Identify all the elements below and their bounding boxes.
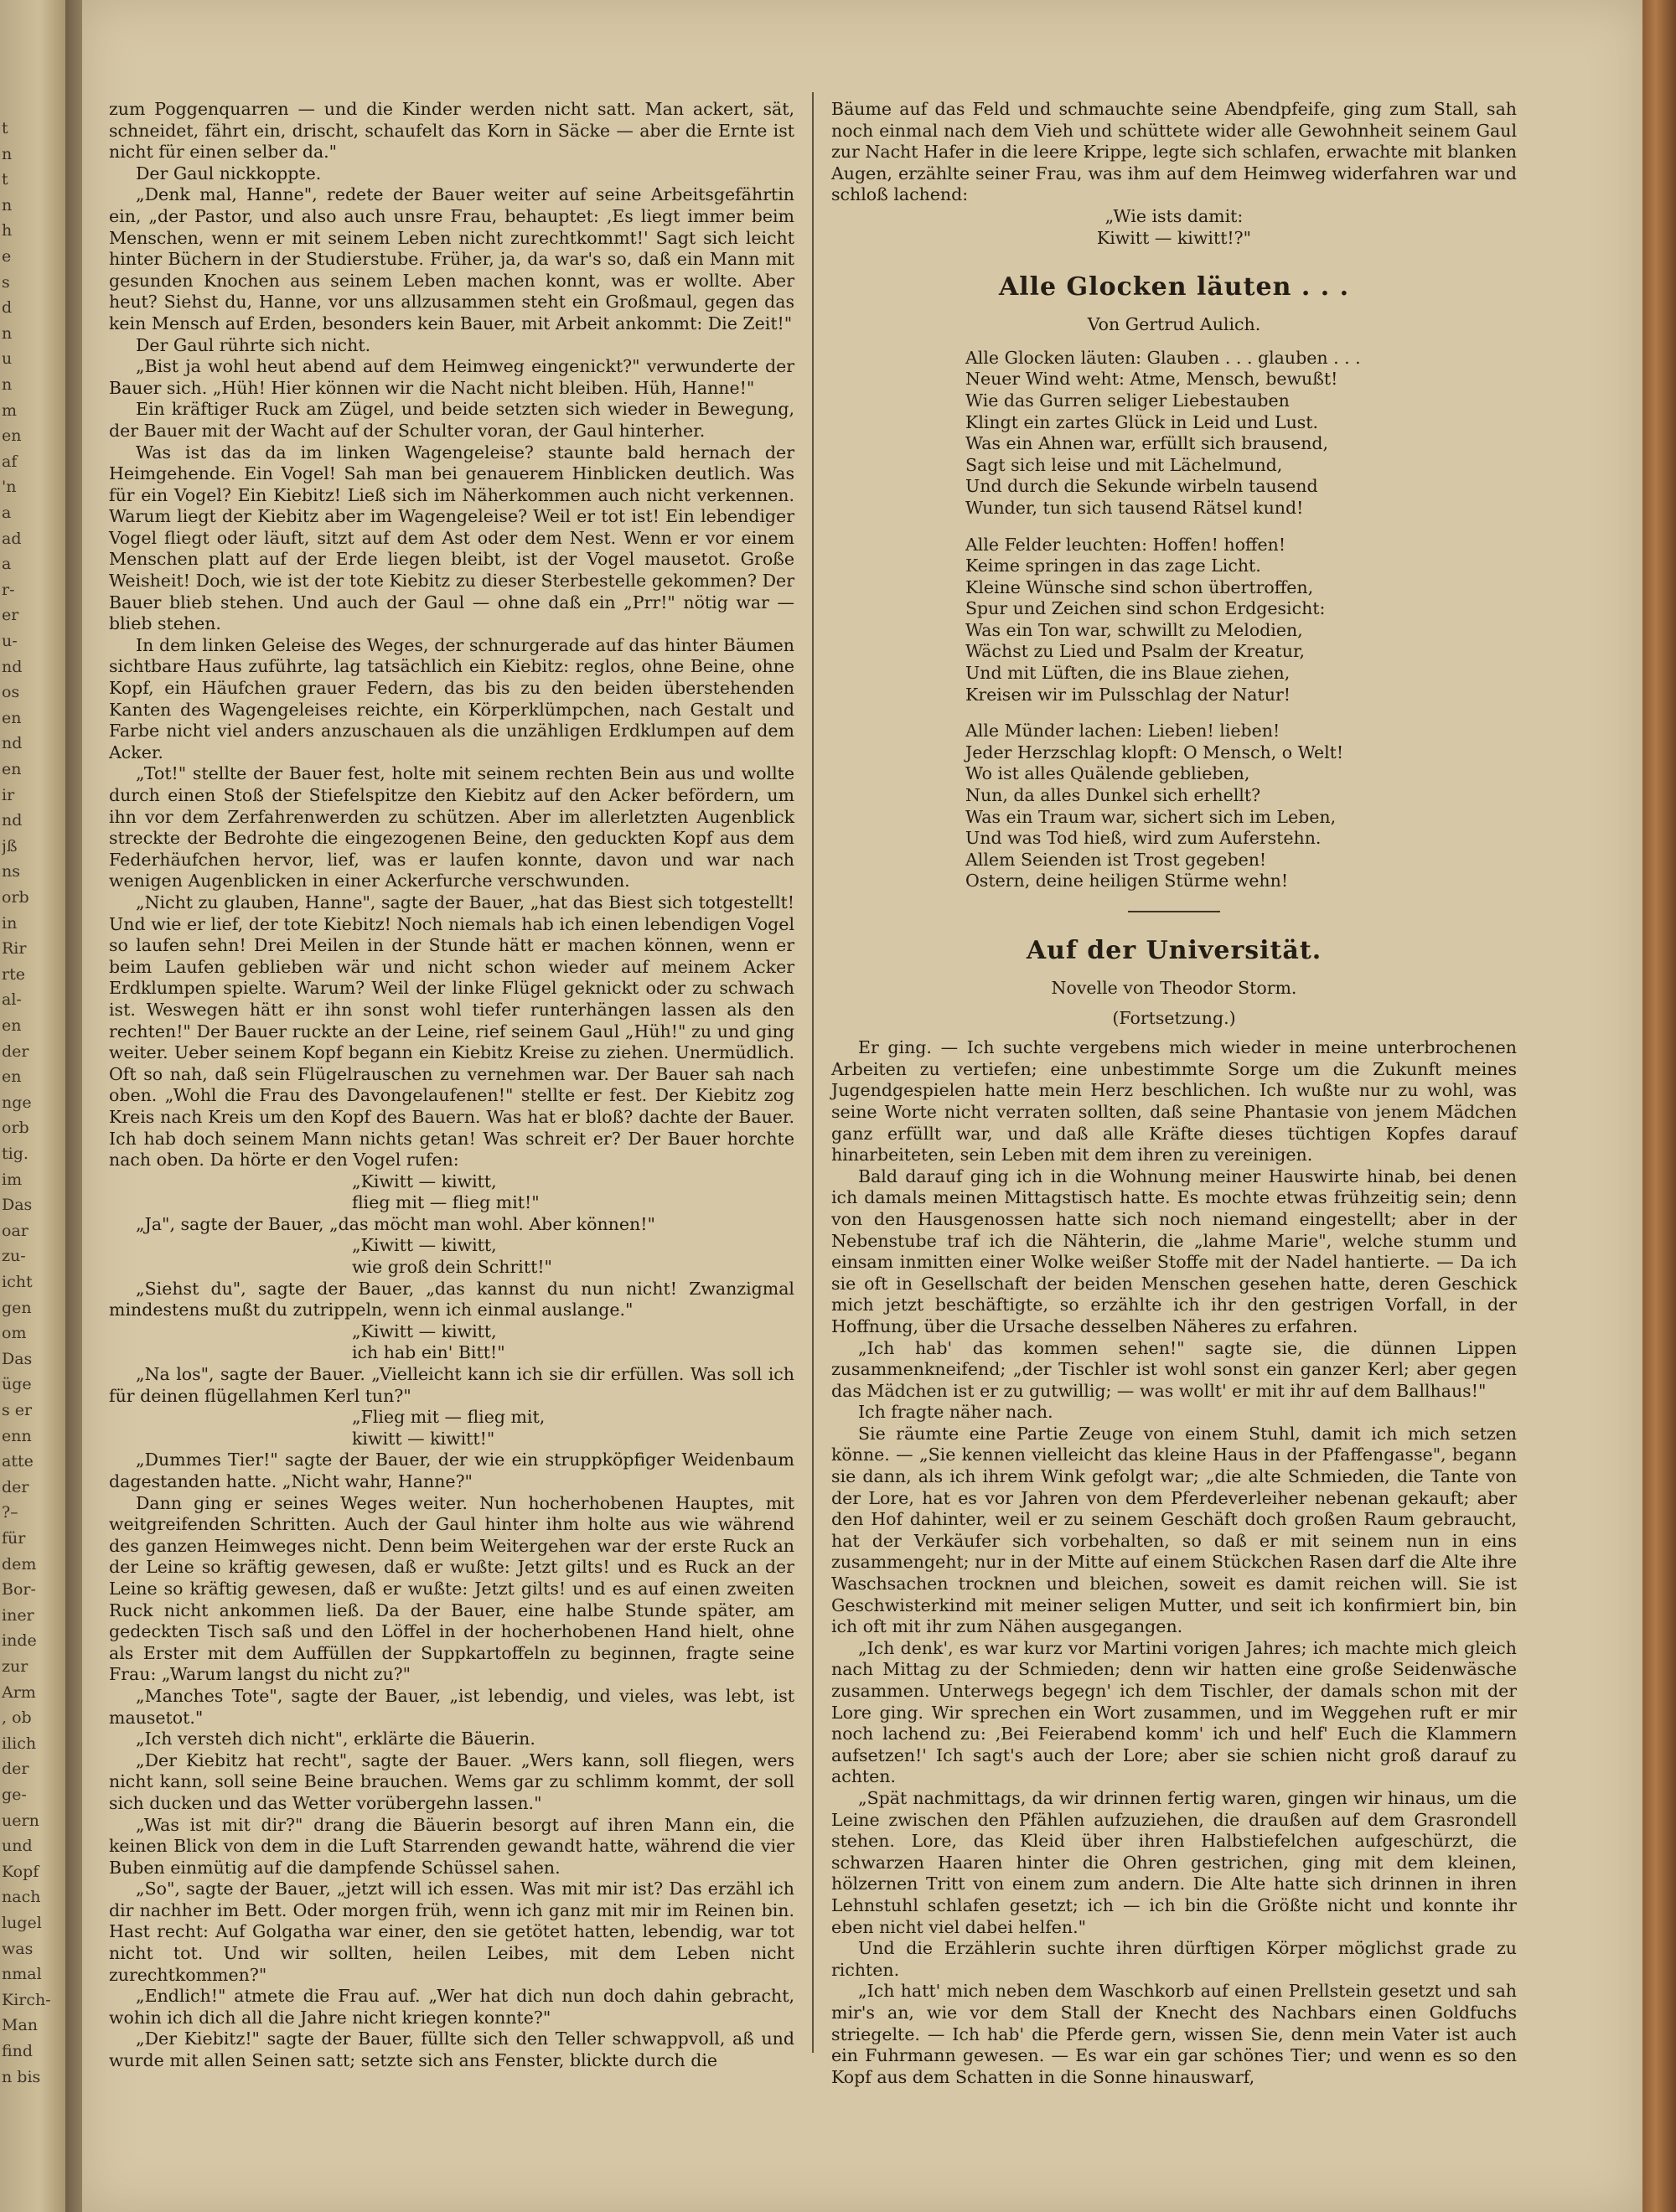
poem-title: Alle Glocken läuten . . . <box>998 272 1350 302</box>
margin-fragment: s <box>2 272 10 292</box>
margin-fragment: 'n <box>2 478 17 497</box>
paragraph: „Ich denk', es war kurz vor Martini vorigen Jahres; ich machte mich gleich nach Mittag zu der Schmieden; denn wir hatten eine große Seidenwäsche zusammen. Unterwegs begegn' ich dem Tischler, der damals schon mit der Lore ging. Wir sprechen ein Wort zusammen, und im Weggehen ruft er mir noch lachend zu: ‚Bei Feierabend komm' ich und helf' Euch die Klammern aufsetzen!' Ich sagt's auch der Lore; aber sie schien nicht groß darauf zu achten. <box>831 1637 1517 1787</box>
margin-fragment: e <box>2 247 12 266</box>
margin-fragment: orb <box>2 1119 29 1138</box>
poem-line: Wie das Gurren seliger Liebestauben <box>965 390 1290 411</box>
margin-fragment: Man <box>2 2016 39 2035</box>
margin-fragment: Das <box>2 1349 33 1368</box>
margin-fragment: ilich <box>2 1734 37 1753</box>
novella-byline: Novelle von Theodor Storm. <box>1051 978 1297 998</box>
paragraph: zum Poggenquarren — und die Kinder werden nicht satt. Man ackert, sät, schneidet, fährt ein, drischt, schaufelt das Korn in Säcke — aber die Ernte ist nicht für einen selber da." <box>109 99 794 163</box>
paragraph: „Der Kiebitz hat recht", sagte der Bauer. „Wers kann, soll fliegen, wers nicht kann, soll seine Beine brauchen. Wems gar zu schlimm kommt, der soll sich ducken und das Wetter vorübergehn lassen." <box>109 1749 794 1813</box>
margin-fragment: nge <box>2 1093 32 1112</box>
paragraph: In dem linken Geleise des Weges, der schnurgerade auf das hinter Bäumen sichtbare Haus zuführte, lag tatsächlich ein Kiebitz: reglos, ohne Beine, ohne Kopf, ein Häufchen grauer Federn, das bis zu den beiden überstehenden Kanten des Wagengeleises reichte, ein Körperklümpchen, nach Gestalt und Farbe nicht viel anders anzuschauen als die unzähligen Erdklumpen auf dem Acker. <box>109 634 794 762</box>
paragraph: „Ich versteh dich nicht", erklärte die Bäuerin. <box>136 1729 535 1749</box>
poem-line: Alle Felder leuchten: Hoffen! hoffen! <box>965 534 1286 555</box>
margin-fragment: zu- <box>2 1247 26 1266</box>
novella-title: Auf der Universität. <box>1026 936 1322 965</box>
margin-fragment: inde <box>2 1631 37 1651</box>
margin-fragment: n <box>2 375 13 394</box>
paragraph: „Endlich!" atmete die Frau auf. „Wer hat dich nun doch dahin gebracht, wohin ich dich all die Jahre nicht kriegen konnte?" <box>109 1986 794 2028</box>
poem-stanza <box>965 535 1517 706</box>
margin-fragment: en <box>2 426 22 446</box>
poem-line: Kreisen wir im Pulsschlag der Natur! <box>965 684 1291 705</box>
poem-line: Und was Tod hieß, wird zum Auferstehn. <box>965 828 1322 849</box>
poem-stanza <box>965 721 1517 892</box>
margin-fragment: nmal <box>2 1965 42 1984</box>
margin-fragment: , ob <box>2 1708 32 1728</box>
poem-line: Sagt sich leise und mit Lächelmund, <box>965 454 1283 475</box>
margin-fragment: om <box>2 1324 27 1343</box>
margin-fragment: Das <box>2 1196 33 1215</box>
margin-fragment: enn <box>2 1426 32 1445</box>
margin-fragment: r- <box>2 580 15 599</box>
section-rule <box>1128 911 1220 912</box>
margin-fragment: icht <box>2 1273 33 1291</box>
margin-fragment: Rir <box>2 939 27 959</box>
margin-fragment: er <box>2 606 19 625</box>
paragraph: „Ich hab' das kommen sehen!" sagte sie, die dünnen Lippen zusammenkneifend; „der Tischler ist wohl sonst ein ganzer Kerl; aber gegen das Mädchen ist er zu gutwillig; — was wollt' er mit ihr auf dem Ballhaus!" <box>831 1337 1517 1401</box>
paragraph: „Bist ja wohl heut abend auf dem Heimweg eingenickt?" verwunderte der Bauer sich. „Hüh! Hier können wir die Nacht nicht bleiben. Hüh, Hanne!" <box>109 356 794 398</box>
margin-fragment: os <box>2 683 20 702</box>
paragraph: „Ich hatt' mich neben dem Waschkorb auf einen Prellstein gesetzt und sah mir's an, wie vor dem Stall der Knecht des Nachbars einen Goldfuchs striegelte. — Ich hab' die Pferde gern, wissen Sie, denn mein Vater ist auch ein Fuhrmann gewesen. — Es war ein gar schönes Tier; und wenn es so den Kopf aus dem Schatten in die Sonne hinauswarf, <box>831 1981 1517 2087</box>
poem-line: Alle Münder lachen: Lieben! lieben! <box>965 721 1280 742</box>
poem-line: Keime springen in das zage Licht. <box>965 556 1261 576</box>
margin-fragment: nach <box>2 1888 41 1907</box>
margin-fragment: üge <box>2 1375 32 1394</box>
margin-fragment: af <box>2 452 18 471</box>
margin-fragment: nd <box>2 734 23 753</box>
margin-fragment: orb <box>2 888 29 907</box>
margin-fragment: a <box>2 504 12 522</box>
paragraph: „Denk mal, Hanne", redete der Bauer weiter auf seine Arbeitsgefährtin ein, „der Pastor, und also auch unsre Frau, behauptet: ‚Es liegt immer beim Menschen, wenn er mit seinem Leben nicht zurechtkommt!' Sagt sich leicht hinter Büchern in der Studierstube. Früher, ja, da war's so, daß ein Mann mit gesunden Knochen aus seinem Leben machen konnt, was er wollte. Aber heut? Siehst du, Hanne, vor uns allzusammen steht ein Großmaul, gegen das kein Mensch auf Erden, besonders kein Bauer, mit Arbeit ankommt: Die Zeit!" <box>109 184 794 333</box>
paragraph: „Manches Tote", sagte der Bauer, „ist lebendig, und vieles, was lebt, ist mausetot." <box>109 1685 794 1728</box>
poem-line: Allem Seienden ist Trost gegeben! <box>965 849 1267 870</box>
margin-fragment: en <box>2 760 22 778</box>
margin-fragment: ir <box>2 785 15 804</box>
verse-line: flieg mit — flieg mit!" <box>352 1192 540 1213</box>
margin-fragment: en <box>2 708 22 727</box>
verse-line: „Wie ists damit: <box>1104 205 1244 226</box>
paragraph: Bäume auf das Feld und schmauchte seine Abendpfeife, ging zum Stall, sah noch einmal nach dem Vieh und schüttete wider alle Gewohnheit seinem Gaul zur Nacht Hafer in die leere Krippe, legte sich schlafen, erwachte mit blanken Augen, erzählte seiner Frau, was ihm auf dem Heimweg widerfahren war und schloß lachend: <box>831 99 1517 205</box>
poem-line: Alle Glocken läuten: Glauben . . . glauben . . . <box>965 347 1361 368</box>
verse-line: kiwitt — kiwitt!" <box>352 1428 495 1449</box>
margin-fragment: oar <box>2 1221 28 1240</box>
margin-fragment: in <box>2 913 18 933</box>
margin-fragment: tig. <box>2 1145 28 1163</box>
margin-fragment: gen <box>2 1298 32 1317</box>
poem-line: Nun, da alles Dunkel sich erhellt? <box>965 785 1261 806</box>
paragraph: Der Gaul nickkoppte. <box>136 163 322 183</box>
poem-line: Jeder Herzschlag klopft: O Mensch, o Welt! <box>965 742 1344 762</box>
paragraph: „Na los", sagte der Bauer. „Vielleicht kann ich sie dir erfüllen. Was soll ich für deinen flügellahmen Kerl tun?" <box>109 1364 794 1406</box>
paragraph: „Nicht zu glauben, Hanne", sagte der Bauer, „hat das Biest sich totgestellt! Und wie er lief, der tote Kiebitz! Noch niemals hab ich einen lebendigen Vogel so laufen sehn! Drei Meilen in der Stunde hätt er machen können, wenn er beim Laufen geblieben wär und nicht schon wieder auf meinem Acker Erdklumpen spielte. Warum? Weil der linke Flügel geknickt oder zu schwach ist. Weswegen hätt er ihn sonst wohl tiefer runterhängen lassen als den rechten!" Der Bauer ruckte an der Leine, rief seinem Gaul „Hüh!" zu und ging weiter. Ueber seinem Kopf begann ein Kiebitz Kreise zu ziehen. Unermüdlich. Oft so nah, daß sein Flügelrauschen zu vernehmen war. Der Bauer sah nach oben. „Wohl die Frau des Davongelaufenen!" stellte er fest. Der Kiebitz zog Kreis nach Kreis um den Kopf des Bauern. Was hat er bloß? dachte der Bauer. Ich hab doch seinem Mann nichts getan! Was schreit er? Der Bauer horchte nach oben. Da hörte er den Vogel rufen: <box>109 892 794 1171</box>
margin-fragment: n <box>2 195 13 214</box>
margin-fragment: en <box>2 1016 22 1035</box>
margin-fragment: was <box>2 1939 34 1958</box>
book-gutter <box>65 0 82 2212</box>
paragraph: Bald darauf ging ich in die Wohnung meiner Hauswirte hinab, bei denen ich damals meinen Mittagstisch hatte. Es mochte etwas frühzeitig sein; denn von den Hausgenossen hatte sich noch niemand eingestellt; aber in der Nebenstube traf ich die Nähterin, die „lahme Marie", welche stumm und einsam inmitten einer Wolke weißer Stoffe mit der Nadel hantierte. — Da ich sie oft in Gesellschaft der beiden Menschen gesehen hatte, deren Geschick mich jetzt beschäftigte, so erzählte ich ihr den gestrigen Vorfall, in der Hoffnung, über die Ursache desselben Näheres zu erfahren. <box>831 1165 1517 1336</box>
paragraph: Er ging. — Ich suchte vergebens mich wieder in meine unterbrochenen Arbeiten zu vertiefen; eine unbestimmte Sorge um die Zukunft meines Jugendgespielen hatte mein Herz beschlichen. Ich wußte nur zu wohl, was seine Worte nicht verraten sollten, daß seine Phantasie von jenem Mädchen ganz erfüllt war, und daß alle Kräfte dieses tüchtigen Kopfes darauf hinarbeiteten, sein Leben mit dem ihren zu vereinigen. <box>831 1037 1517 1165</box>
margin-fragment: n <box>2 323 13 343</box>
paragraph: Ein kräftiger Ruck am Zügel, und beide setzten sich wieder in Bewegung, der Bauer mit der Wacht auf der Schulter voran, der Gaul hinterher. <box>109 399 794 441</box>
margin-fragment: a <box>2 555 12 574</box>
verse-line: ich hab ein' Bitt!" <box>352 1342 505 1363</box>
verse-line: „Kiwitt — kiwitt, <box>352 1235 497 1256</box>
margin-fragment: t <box>2 170 8 189</box>
margin-fragment: n <box>2 144 13 163</box>
poem-line: Was ein Ton war, schwillt zu Melodien, <box>965 619 1303 640</box>
paragraph: Dann ging er seines Weges weiter. Nun hocherhobenen Hauptes, mit weitgreifenden Schritten. Auch der Gaul hinter ihm holte aus wie während des ganzen Heimweges nicht. Denn beim Weitergehen war der erste Ruck an der Leine so kräftig gewesen, daß er wußte: Jetzt gilts! und es Ruck an der Leine so kräftig gewesen, daß er wußte: Jetzt gilts! und es auf einen zweiten Ruck nicht ankommen ließ. Da der Bauer, eine halbe Stunde später, am gedeckten Tisch saß und den Löffel in der hocherhobenen Hand hielt, ohne als Erster mit dem Auffüllen der Suppkartoffeln zu beginnen, fragte seine Frau: „Warum langst du nicht zu?" <box>109 1492 794 1685</box>
margin-fragment: und <box>2 1837 33 1856</box>
margin-fragment: al- <box>2 990 22 1010</box>
margin-fragment: iner <box>2 1605 34 1625</box>
poem-line: Spur und Zeichen sind schon Erdgesicht: <box>965 598 1326 619</box>
poem-line: Was ein Ahnen war, erfüllt sich brausend, <box>965 433 1329 454</box>
margin-fragment: Kirch- <box>2 1990 51 2009</box>
margin-fragment: d <box>2 298 13 318</box>
margin-fragment: der <box>2 1041 29 1061</box>
adjacent-page-strip <box>0 0 65 2212</box>
poem-line: Ostern, deine heiligen Stürme wehn! <box>965 871 1289 892</box>
margin-fragment: lugel <box>2 1914 42 1932</box>
margin-fragment: Bor- <box>2 1580 36 1600</box>
margin-fragment: en <box>2 1067 22 1087</box>
margin-fragment: atte <box>2 1452 34 1471</box>
poem-line: Neuer Wind weht: Atme, Mensch, bewußt! <box>965 369 1338 390</box>
margin-fragment: t <box>2 119 8 137</box>
poem-line: Was ein Traum war, sichert sich im Leben, <box>965 806 1337 827</box>
verse-line: „Kiwitt — kiwitt, <box>352 1320 497 1341</box>
story-ending <box>831 99 1517 249</box>
margin-fragment: h <box>2 221 13 240</box>
verse-line: „Flieg mit — flieg mit, <box>352 1407 546 1428</box>
verse-line: „Kiwitt — kiwitt, <box>352 1171 497 1191</box>
poem-line: Wunder, tun sich tausend Rätsel kund! <box>965 497 1304 518</box>
poem-line: Wächst zu Lied und Psalm der Kreatur, <box>965 641 1306 662</box>
right-column <box>831 99 1517 2088</box>
margin-fragment: s er <box>2 1401 33 1419</box>
poem-byline: Von Gertrud Aulich. <box>1087 314 1261 335</box>
margin-fragment: ad <box>2 529 22 548</box>
margin-fragment: find <box>2 2042 34 2060</box>
paragraph: „Der Kiebitz!" sagte der Bauer, füllte sich den Teller schwappvoll, aß und wurde mit allen Seinen satt; setzte sich ans Fenster, blickte durch die <box>109 2029 794 2071</box>
margin-fragment: der <box>2 1477 29 1496</box>
margin-fragment: für <box>2 1529 26 1548</box>
margin-fragment: u <box>2 349 13 369</box>
margin-fragment: dem <box>2 1554 37 1574</box>
continuation-note: (Fortsetzung.) <box>1112 1007 1236 1028</box>
margin-fragment: Kopf <box>2 1862 39 1881</box>
poem-line: Und durch die Sekunde wirbeln tausend <box>965 476 1318 497</box>
novella-body <box>831 1037 1517 2088</box>
margin-fragment: im <box>2 1170 23 1189</box>
paragraph: „Tot!" stellte der Bauer fest, holte mit seinem rechten Bein aus und wollte durch einen Stoß der Stiefelspitze den Kiebitz auf den Acker befördern, um ihn vor dem Zerfahrenwerden zu schützen. Aber im allerletzten Augenblick streckte der Bedrohte die eingezogenen Beine, den geduckten Kopf aus dem Federhäufchen hervor, lief, was er laufen konnte, davon und war nach wenigen Augenblicken in einer Ackerfurche verschwunden. <box>109 763 794 892</box>
paragraph: „Ja", sagte der Bauer, „das möcht man wohl. Aber können!" <box>136 1213 655 1234</box>
verse-line: Kiwitt — kiwitt!?" <box>1096 227 1252 248</box>
margin-fragment: zur <box>2 1657 28 1676</box>
margin-fragment: rte <box>2 964 25 984</box>
margin-fragment: Arm <box>2 1682 36 1702</box>
paragraph: Was ist das da im linken Wagengeleise? staunte bald hernach der Heimgehende. Ein Vogel! Sah man bei genauerem Hinblicken deutlich. Was für ein Vogel? Ein Kiebitz! Ließ sich im Näherkommen auch nicht verkennen. Warum liegt der Kiebitz aber im Wagengeleise? Weil er tot ist! Ein lebendiger Vogel fliegt oder läuft, sitzt auf dem Ast oder dem Nest. Wenn er vor einem Menschen platt auf der Erde liegen bleibt, ist der Vogel mausetot. Große Weisheit! Doch, wie ist der tote Kiebitz zu dieser Sterbestelle gekommen? Der Bauer blieb stehen. Und auch der Gaul — ohne daß ein „Prr!" nötig war — blieb stehen. <box>109 442 794 634</box>
margin-fragment: nd <box>2 811 23 830</box>
margin-fragment: n bis <box>2 2067 41 2086</box>
left-column <box>109 99 794 2072</box>
paragraph: Der Gaul rührte sich nicht. <box>136 334 371 355</box>
margin-fragment: m <box>2 401 18 420</box>
poem-line: Und mit Lüften, die ins Blaue ziehen, <box>965 663 1291 684</box>
margin-fragment: uern <box>2 1811 39 1830</box>
paragraph: „Dummes Tier!" sagte der Bauer, der wie ein struppköpfiger Weidenbaum dagestanden hatte. „Nicht wahr, Hanne?" <box>109 1450 794 1491</box>
paragraph: „So", sagte der Bauer, „jetzt will ich essen. Was mit mir ist? Das erzähl ich dir nachher im Bett. Oder morgen früh, wenn ich ganz mit mir im Reinen bin. Hast recht: Auf Golgatha war einer, den sie getötet hatten, lebendig, war tot nicht tot. Und wir sollten, heilen Leibes, mit dem Leben nicht zurechtkommen?" <box>109 1879 794 1985</box>
paragraph: Sie räumte eine Partie Zeuge von einem Stuhl, damit ich mich setzen könne. — „Sie kennen vielleicht das kleine Haus in der Pfaffengasse", begann sie dann, als ich ihrem Wink gefolgt war; „die alte Schmieden, die Tante von der Lore, hat es vor Jahren von dem Pferdeverleiher nebenan gekauft; aber den Hof dahinter, weil er zu seinem Geschäft doch großen Raum gebraucht, hat der Verkäufer sich vorbehalten, so daß er mit seinem nun in eins zusammengeht; nur in der Mitte auf einem Stückchen Rasen darf die Alte ihre Waschsachen trocknen und bleichen, soweit es damit reichen will. Sie ist Geschwisterkind mit meiner seligen Mutter, und seit ich konfirmiert bin, bin ich oft mit ihr zum Nähen ausgegangen. <box>831 1423 1517 1637</box>
poem-line: Kleine Wünsche sind schon übertroffen, <box>965 576 1314 597</box>
poem-stanza <box>965 348 1517 519</box>
margin-fragment: ge- <box>2 1786 27 1804</box>
margin-fragment: nd <box>2 657 23 676</box>
poem-body <box>965 348 1517 892</box>
margin-fragment: jß <box>2 836 18 855</box>
margin-fragment: ns <box>2 862 20 881</box>
paragraph: „Was ist mit dir?" drang die Bäuerin besorgt auf ihren Mann ein, die keinen Blick von dem in die Luft Starrenden gewandt hatte, während die vier Buben einmütig auf die dampfende Schüssel sahen. <box>109 1814 794 1878</box>
poem-line: Wo ist alles Quälende geblieben, <box>965 763 1250 784</box>
poem-line: Klingt ein zartes Glück in Leid und Lust. <box>965 411 1319 432</box>
margin-fragment: der <box>2 1760 29 1779</box>
verse-line: wie groß dein Schritt!" <box>352 1257 552 1278</box>
margin-fragment: ?– <box>2 1503 18 1522</box>
book-edge <box>1642 0 1676 2212</box>
margin-fragment: u- <box>2 632 18 650</box>
paragraph: „Siehst du", sagte der Bauer, „das kannst du nun nicht! Zwanzigmal mindestens mußt du zutrippeln, wenn ich einmal auslange." <box>109 1278 794 1320</box>
paragraph: Ich fragte näher nach. <box>858 1402 1053 1423</box>
paragraph: Und die Erzählerin suchte ihren dürftigen Körper möglichst grade zu richten. <box>831 1938 1517 1980</box>
column-divider <box>812 92 814 2053</box>
paragraph: „Spät nachmittags, da wir drinnen fertig waren, gingen wir hinaus, um die Leine zwischen den Pfählen aufzuziehen, die draußen auf dem Grasrondell stehen. Lore, das Kleid über ihren Halbstiefelchen aufgeschürzt, die schwarzen Haaren hinter die Ohren gestrichen, ging mit dem kleinen, hölzernen Tritt von einem zum andern. Die Alte hatte sich drinnen in ihren Lehnstuhl schlafen gesetzt; ich — ich bin die Größte nicht und konnte ihr eben nicht viel dabei helfen." <box>831 1787 1517 1937</box>
